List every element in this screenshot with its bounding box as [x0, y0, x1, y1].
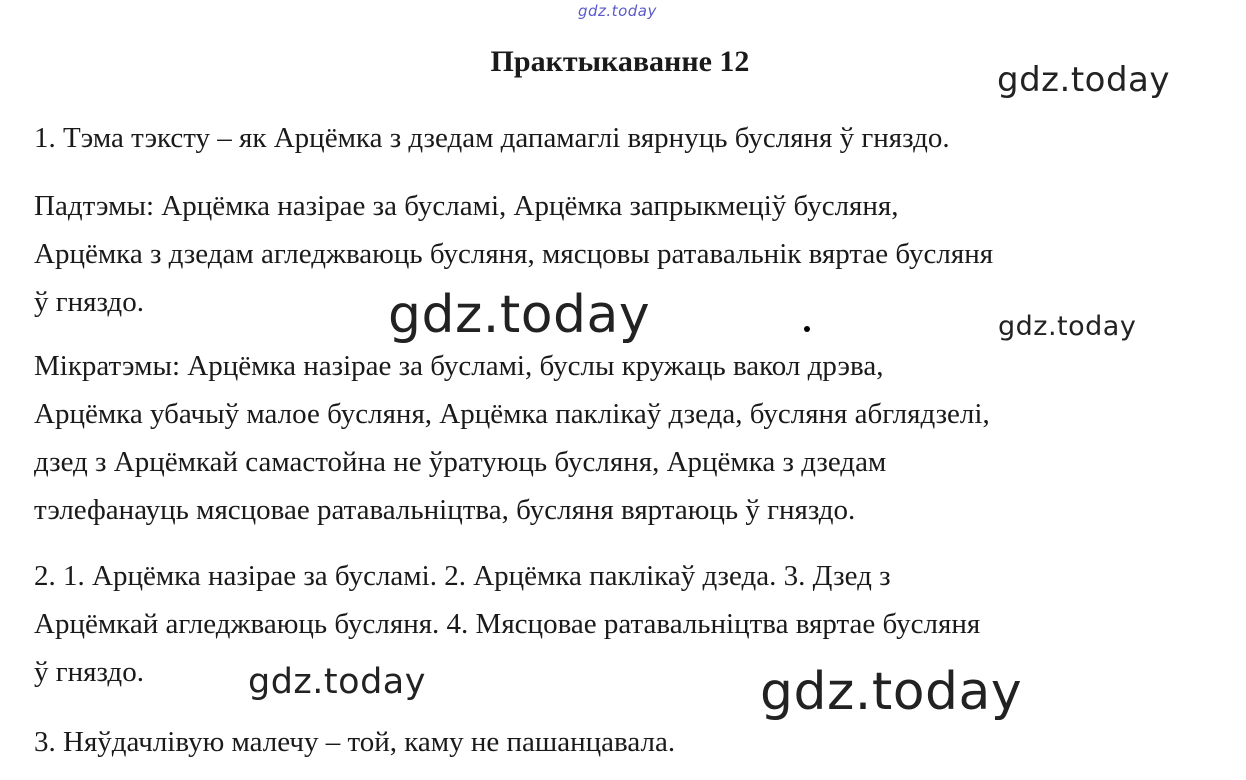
text-line: Арцёмка убачыў малое бусляня, Арцёмка паклікаў дзеда, бусляня абглядзелі,: [34, 398, 990, 430]
text-line: Арцёмкай агледжваюць бусляня. 4. Мясцовае ратавальніцтва вяртае бусляня: [34, 608, 981, 640]
text-line: Падтэмы: Арцёмка назірае за бусламі, Арцёмка запрыкмеціў бусляня,: [34, 190, 899, 222]
watermark-top: gdz.today: [578, 2, 657, 20]
watermark: gdz.today: [248, 662, 426, 702]
watermark: gdz.today: [997, 60, 1170, 100]
task-1-theme: [34, 114, 1224, 162]
ink-dot: [804, 326, 810, 332]
text-line: ў гняздо.: [34, 656, 144, 688]
page-title: Практыкаванне 12: [490, 45, 750, 78]
task-1-microtopics: [34, 342, 1224, 534]
text-line: 3. Няўдачлівую малечу – той, каму не пашанцавала.: [34, 726, 676, 758]
text-line: 2. 1. Арцёмка назірае за бусламі. 2. Арцёмка паклікаў дзеда. 3. Дзед з: [34, 560, 891, 592]
text-line: тэлефанауць мясцовае ратавальніцтва, бусляня вяртаюць ў гняздо.: [34, 494, 856, 526]
text-line: 1. Тэма тэксту – як Арцёмка з дзедам дапамаглі вярнуць бусляня ў гняздо.: [34, 122, 950, 154]
text-line: дзед з Арцёмкай самастойна не ўратуюць бусляня, Арцёмка з дзедам: [34, 446, 887, 478]
watermark: gdz.today: [760, 662, 1023, 722]
text-line: Мікратэмы: Арцёмка назірае за бусламі, буслы кружаць вакол дрэва,: [34, 350, 884, 382]
watermark: gdz.today: [998, 311, 1137, 342]
task-2-plan: [34, 552, 1224, 696]
task-3-answer: [34, 718, 1224, 766]
text-line: ў гняздо.: [34, 286, 144, 318]
watermark: gdz.today: [388, 285, 651, 345]
text-line: Арцёмка з дзедам агледжваюць бусляня, мясцовы ратавальнік вяртае бусляня: [34, 238, 994, 270]
